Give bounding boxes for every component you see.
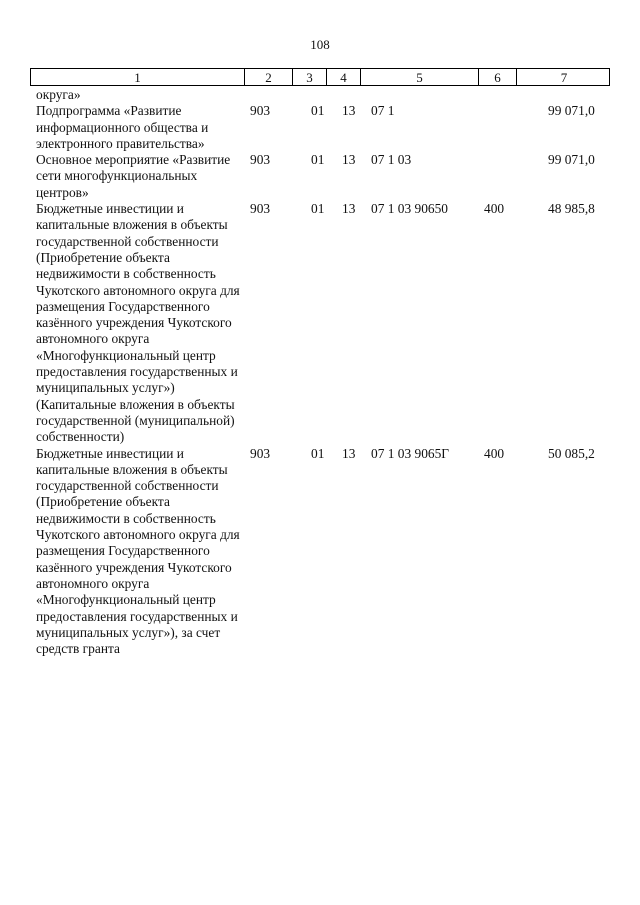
row-section: 01 xyxy=(311,201,325,217)
row-subsection: 13 xyxy=(342,152,356,168)
page-number: 108 xyxy=(310,37,330,52)
table-row xyxy=(36,445,595,658)
row-name: Бюджетные инвестиции и капитальные вложения в объекты государственной собственности (Приобретение объекта недвижимости в собственность Чукотского автономного округа для размещения Государственного казённого учреждения Чукотского автономного округа «Многофункциональный центр предоставления государственных и муниципальных услуг») (Капитальные вложения в объекты государственной (муниципальной) собственности) xyxy=(36,201,240,445)
row-admin-code: 903 xyxy=(250,152,271,168)
row-amount: 99 071,0 xyxy=(548,152,595,168)
row-subsection: 13 xyxy=(342,201,356,217)
row-name: Бюджетные инвестиции и капитальные вложения в объекты государственной собственности (Приобретение объекта недвижимости в собственность Чукотского автономного округа для размещения Государственного казённого учреждения Чукотского автономного округа «Многофункциональный центр предоставления государственных и муниципальных услуг»), за счет средств гранта xyxy=(36,445,240,657)
row-section: 01 xyxy=(311,103,325,119)
header-col-5: 5 xyxy=(361,69,479,86)
row-name: Основное мероприятие «Развитие сети многофункциональных центров» xyxy=(36,152,231,200)
header-col-1: 1 xyxy=(31,69,245,86)
row-section: 01 xyxy=(311,152,325,168)
row-amount: 50 085,2 xyxy=(548,445,595,461)
row-admin-code: 903 xyxy=(250,103,271,119)
row-subsection: 13 xyxy=(342,445,356,461)
header-col-6: 6 xyxy=(479,69,517,86)
row-target-code: 07 1 xyxy=(371,103,395,119)
header-col-7: 7 xyxy=(560,70,568,85)
table-header xyxy=(30,68,610,86)
table-row xyxy=(36,103,595,152)
row-expense-type: 400 xyxy=(484,201,505,217)
row-target-code: 07 1 03 xyxy=(371,152,412,168)
table-body xyxy=(36,87,595,657)
row-name: округа» xyxy=(36,87,81,102)
header-col-4: 4 xyxy=(327,69,361,86)
table-row xyxy=(36,201,595,445)
row-admin-code: 903 xyxy=(250,201,271,217)
row-subsection: 13 xyxy=(342,103,356,119)
table-row xyxy=(36,152,595,201)
header-col-2: 2 xyxy=(245,69,293,86)
row-expense-type: 400 xyxy=(484,445,505,461)
row-amount: 48 985,8 xyxy=(548,201,595,217)
row-target-code: 07 1 03 90650 xyxy=(371,201,448,217)
row-name: Подпрограмма «Развитие информационного общества и электронного правительства» xyxy=(36,103,209,151)
row-target-code: 07 1 03 9065Г xyxy=(371,445,450,461)
row-section: 01 xyxy=(311,445,325,461)
header-col-3: 3 xyxy=(293,69,327,86)
row-admin-code: 903 xyxy=(250,445,271,461)
row-amount: 99 071,0 xyxy=(548,103,595,119)
table-row xyxy=(36,87,241,103)
